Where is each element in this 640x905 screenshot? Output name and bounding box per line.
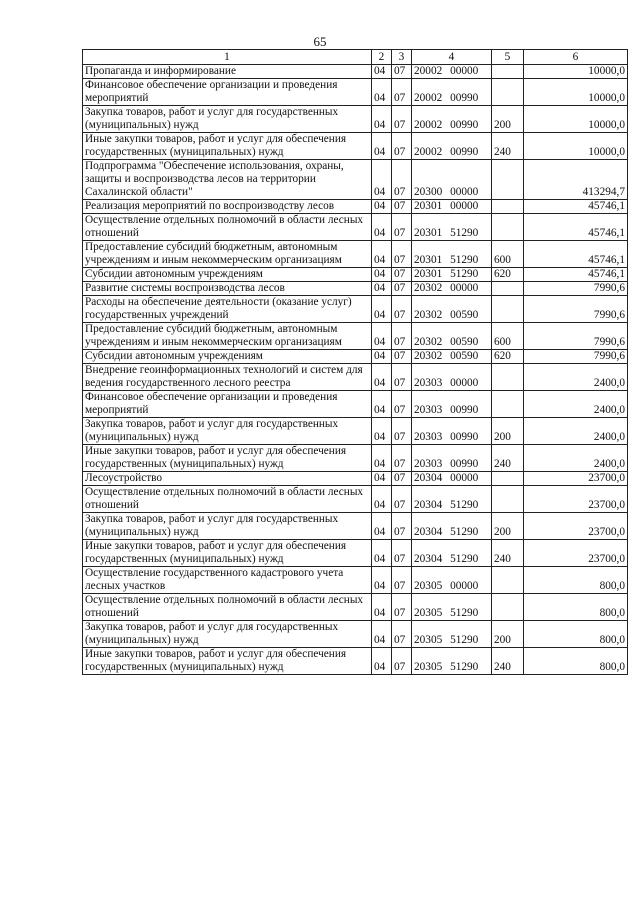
- row-expense-type-cell: 620: [492, 268, 524, 282]
- row-target-article-cell: 20002 00990: [412, 133, 492, 160]
- row-section-cell: 04: [372, 513, 392, 540]
- row-target-article-cell: 20302 00590: [412, 296, 492, 323]
- row-subsection-cell: 07: [392, 296, 412, 323]
- row-section-cell: 04: [372, 567, 392, 594]
- row-name-cell: Иные закупки товаров, работ и услуг для обеспечения государственных (муниципальных) нужд: [83, 445, 372, 472]
- table-row: [83, 594, 628, 621]
- row-subsection-cell: 07: [392, 323, 412, 350]
- row-expense-type-cell: [492, 160, 524, 200]
- row-subsection-cell: 07: [392, 160, 412, 200]
- row-section-cell: 04: [372, 241, 392, 268]
- table-row: [83, 65, 628, 79]
- row-name-cell: Осуществление отдельных полномочий в области лесных отношений: [83, 214, 372, 241]
- row-name-cell: Предоставление субсидий бюджетным, автономным учреждениям и иным некоммерческим организациям: [83, 323, 372, 350]
- row-subsection-cell: 07: [392, 65, 412, 79]
- row-target-article-cell: 20305 51290: [412, 648, 492, 675]
- row-target-article-cell: 20304 51290: [412, 486, 492, 513]
- row-amount-cell: 7990,6: [524, 282, 628, 296]
- row-subsection-cell: 07: [392, 79, 412, 106]
- row-name-cell: Иные закупки товаров, работ и услуг для обеспечения государственных (муниципальных) нужд: [83, 540, 372, 567]
- row-subsection-cell: 07: [392, 418, 412, 445]
- row-target-article-cell: 20304 51290: [412, 540, 492, 567]
- table-row: [83, 540, 628, 567]
- row-subsection-cell: 07: [392, 486, 412, 513]
- row-target-article-cell: 20302 00590: [412, 350, 492, 364]
- row-expense-type-cell: [492, 364, 524, 391]
- row-expense-type-cell: [492, 486, 524, 513]
- row-subsection-cell: 07: [392, 621, 412, 648]
- row-target-article-cell: 20301 51290: [412, 241, 492, 268]
- row-amount-cell: 7990,6: [524, 296, 628, 323]
- row-name-cell: Закупка товаров, работ и услуг для государственных (муниципальных) нужд: [83, 418, 372, 445]
- row-section-cell: 04: [372, 350, 392, 364]
- row-expense-type-cell: 600: [492, 241, 524, 268]
- row-name-cell: Закупка товаров, работ и услуг для государственных (муниципальных) нужд: [83, 106, 372, 133]
- row-target-article-cell: 20303 00990: [412, 445, 492, 472]
- header-col-subsection: 3: [392, 50, 412, 65]
- row-section-cell: 04: [372, 160, 392, 200]
- table-row: [83, 133, 628, 160]
- row-subsection-cell: 07: [392, 472, 412, 486]
- row-name-cell: Субсидии автономным учреждениям: [83, 350, 372, 364]
- table-row: [83, 418, 628, 445]
- row-section-cell: 04: [372, 268, 392, 282]
- row-target-article-cell: 20305 51290: [412, 621, 492, 648]
- row-expense-type-cell: [492, 214, 524, 241]
- row-target-article-cell: 20002 00990: [412, 79, 492, 106]
- row-section-cell: 04: [372, 106, 392, 133]
- row-expense-type-cell: 600: [492, 323, 524, 350]
- row-expense-type-cell: [492, 594, 524, 621]
- row-subsection-cell: 07: [392, 364, 412, 391]
- row-amount-cell: 800,0: [524, 621, 628, 648]
- row-subsection-cell: 07: [392, 214, 412, 241]
- table-row: [83, 364, 628, 391]
- row-section-cell: 04: [372, 79, 392, 106]
- table-row: [83, 486, 628, 513]
- row-section-cell: 04: [372, 364, 392, 391]
- row-name-cell: Пропаганда и информирование: [83, 65, 372, 79]
- row-name-cell: Осуществление отдельных полномочий в области лесных отношений: [83, 486, 372, 513]
- row-name-cell: Внедрение геоинформационных технологий и систем для ведения государственного лесного реестра: [83, 364, 372, 391]
- row-expense-type-cell: [492, 391, 524, 418]
- row-amount-cell: 45746,1: [524, 200, 628, 214]
- row-amount-cell: 23700,0: [524, 486, 628, 513]
- row-amount-cell: 10000,0: [524, 79, 628, 106]
- row-name-cell: Финансовое обеспечение организации и проведения мероприятий: [83, 79, 372, 106]
- table-row: [83, 350, 628, 364]
- table-row: [83, 241, 628, 268]
- row-target-article-cell: 20303 00990: [412, 391, 492, 418]
- row-section-cell: 04: [372, 648, 392, 675]
- row-amount-cell: 413294,7: [524, 160, 628, 200]
- row-subsection-cell: 07: [392, 540, 412, 567]
- table-row: [83, 160, 628, 200]
- row-name-cell: Финансовое обеспечение организации и проведения мероприятий: [83, 391, 372, 418]
- table-row: [83, 391, 628, 418]
- row-subsection-cell: 07: [392, 648, 412, 675]
- row-target-article-cell: 20301 00000: [412, 200, 492, 214]
- row-expense-type-cell: 620: [492, 350, 524, 364]
- row-subsection-cell: 07: [392, 391, 412, 418]
- table-row: [83, 513, 628, 540]
- table-row: [83, 445, 628, 472]
- row-target-article-cell: 20303 00990: [412, 418, 492, 445]
- table-row: [83, 268, 628, 282]
- row-expense-type-cell: 240: [492, 445, 524, 472]
- table-row: [83, 296, 628, 323]
- row-target-article-cell: 20002 00990: [412, 106, 492, 133]
- row-expense-type-cell: [492, 79, 524, 106]
- row-subsection-cell: 07: [392, 350, 412, 364]
- row-section-cell: 04: [372, 282, 392, 296]
- row-amount-cell: 7990,6: [524, 350, 628, 364]
- row-name-cell: Реализация мероприятий по воспроизводству лесов: [83, 200, 372, 214]
- row-section-cell: 04: [372, 445, 392, 472]
- row-name-cell: Субсидии автономным учреждениям: [83, 268, 372, 282]
- row-subsection-cell: 07: [392, 241, 412, 268]
- table-row: [83, 323, 628, 350]
- row-expense-type-cell: 200: [492, 513, 524, 540]
- row-subsection-cell: 07: [392, 200, 412, 214]
- row-expense-type-cell: 200: [492, 106, 524, 133]
- row-target-article-cell: 20002 00000: [412, 65, 492, 79]
- table-row: [83, 214, 628, 241]
- row-section-cell: 04: [372, 323, 392, 350]
- row-target-article-cell: 20304 51290: [412, 513, 492, 540]
- row-subsection-cell: 07: [392, 133, 412, 160]
- row-subsection-cell: 07: [392, 282, 412, 296]
- header-col-amount: 6: [524, 50, 628, 65]
- row-amount-cell: 800,0: [524, 567, 628, 594]
- row-expense-type-cell: [492, 65, 524, 79]
- table-row: [83, 79, 628, 106]
- row-section-cell: 04: [372, 133, 392, 160]
- row-expense-type-cell: 240: [492, 133, 524, 160]
- row-name-cell: Иные закупки товаров, работ и услуг для обеспечения государственных (муниципальных) нужд: [83, 648, 372, 675]
- row-section-cell: 04: [372, 540, 392, 567]
- row-expense-type-cell: [492, 282, 524, 296]
- row-target-article-cell: 20304 00000: [412, 472, 492, 486]
- row-expense-type-cell: [492, 296, 524, 323]
- table-row: [83, 648, 628, 675]
- budget-table: [82, 49, 628, 675]
- row-section-cell: 04: [372, 418, 392, 445]
- row-amount-cell: 7990,6: [524, 323, 628, 350]
- row-section-cell: 04: [372, 472, 392, 486]
- page-number: 65: [313, 34, 327, 49]
- row-target-article-cell: 20305 00000: [412, 567, 492, 594]
- table-row: [83, 200, 628, 214]
- row-amount-cell: 2400,0: [524, 418, 628, 445]
- row-target-article-cell: 20301 51290: [412, 268, 492, 282]
- row-section-cell: 04: [372, 200, 392, 214]
- header-col-expense-type: 5: [492, 50, 524, 65]
- row-section-cell: 04: [372, 214, 392, 241]
- row-section-cell: 04: [372, 65, 392, 79]
- row-section-cell: 04: [372, 296, 392, 323]
- row-expense-type-cell: 240: [492, 648, 524, 675]
- row-subsection-cell: 07: [392, 106, 412, 133]
- row-expense-type-cell: [492, 567, 524, 594]
- row-subsection-cell: 07: [392, 513, 412, 540]
- row-name-cell: Иные закупки товаров, работ и услуг для обеспечения государственных (муниципальных) нужд: [83, 133, 372, 160]
- row-subsection-cell: 07: [392, 594, 412, 621]
- row-amount-cell: 10000,0: [524, 133, 628, 160]
- row-name-cell: Развитие системы воспроизводства лесов: [83, 282, 372, 296]
- table-row: [83, 282, 628, 296]
- row-target-article-cell: 20303 00000: [412, 364, 492, 391]
- row-expense-type-cell: 200: [492, 621, 524, 648]
- row-expense-type-cell: [492, 200, 524, 214]
- row-subsection-cell: 07: [392, 268, 412, 282]
- header-col-section: 2: [372, 50, 392, 65]
- row-amount-cell: 2400,0: [524, 391, 628, 418]
- table-row: [83, 567, 628, 594]
- row-amount-cell: 10000,0: [524, 65, 628, 79]
- row-amount-cell: 2400,0: [524, 445, 628, 472]
- row-name-cell: Закупка товаров, работ и услуг для государственных (муниципальных) нужд: [83, 621, 372, 648]
- row-target-article-cell: 20302 00590: [412, 323, 492, 350]
- row-amount-cell: 800,0: [524, 594, 628, 621]
- row-target-article-cell: 20305 51290: [412, 594, 492, 621]
- row-expense-type-cell: 200: [492, 418, 524, 445]
- table-row: [83, 106, 628, 133]
- row-target-article-cell: 20300 00000: [412, 160, 492, 200]
- table-row: [83, 472, 628, 486]
- row-amount-cell: 23700,0: [524, 472, 628, 486]
- row-amount-cell: 23700,0: [524, 513, 628, 540]
- header-col-name: 1: [83, 50, 372, 65]
- row-amount-cell: 2400,0: [524, 364, 628, 391]
- row-name-cell: Закупка товаров, работ и услуг для государственных (муниципальных) нужд: [83, 513, 372, 540]
- row-name-cell: Осуществление государственного кадастрового учета лесных участков: [83, 567, 372, 594]
- row-name-cell: Расходы на обеспечение деятельности (оказание услуг) государственных учреждений: [83, 296, 372, 323]
- header-row: [83, 50, 628, 65]
- row-amount-cell: 45746,1: [524, 241, 628, 268]
- row-target-article-cell: 20301 51290: [412, 214, 492, 241]
- row-section-cell: 04: [372, 486, 392, 513]
- row-expense-type-cell: [492, 472, 524, 486]
- table-row: [83, 621, 628, 648]
- row-amount-cell: 800,0: [524, 648, 628, 675]
- row-name-cell: Лесоустройство: [83, 472, 372, 486]
- table-body: [83, 65, 628, 675]
- row-amount-cell: 10000,0: [524, 106, 628, 133]
- row-subsection-cell: 07: [392, 445, 412, 472]
- row-subsection-cell: 07: [392, 567, 412, 594]
- row-amount-cell: 45746,1: [524, 268, 628, 282]
- table-header: [83, 50, 628, 65]
- row-section-cell: 04: [372, 621, 392, 648]
- row-amount-cell: 45746,1: [524, 214, 628, 241]
- row-name-cell: Предоставление субсидий бюджетным, автономным учреждениям и иным некоммерческим организациям: [83, 241, 372, 268]
- header-col-target-article: 4: [412, 50, 492, 65]
- row-section-cell: 04: [372, 594, 392, 621]
- row-target-article-cell: 20302 00000: [412, 282, 492, 296]
- row-expense-type-cell: 240: [492, 540, 524, 567]
- row-amount-cell: 23700,0: [524, 540, 628, 567]
- row-name-cell: Осуществление отдельных полномочий в области лесных отношений: [83, 594, 372, 621]
- row-name-cell: Подпрограмма "Обеспечение использования, охраны, защиты и воспроизводства лесов на территории Сахалинской области": [83, 160, 372, 200]
- row-section-cell: 04: [372, 391, 392, 418]
